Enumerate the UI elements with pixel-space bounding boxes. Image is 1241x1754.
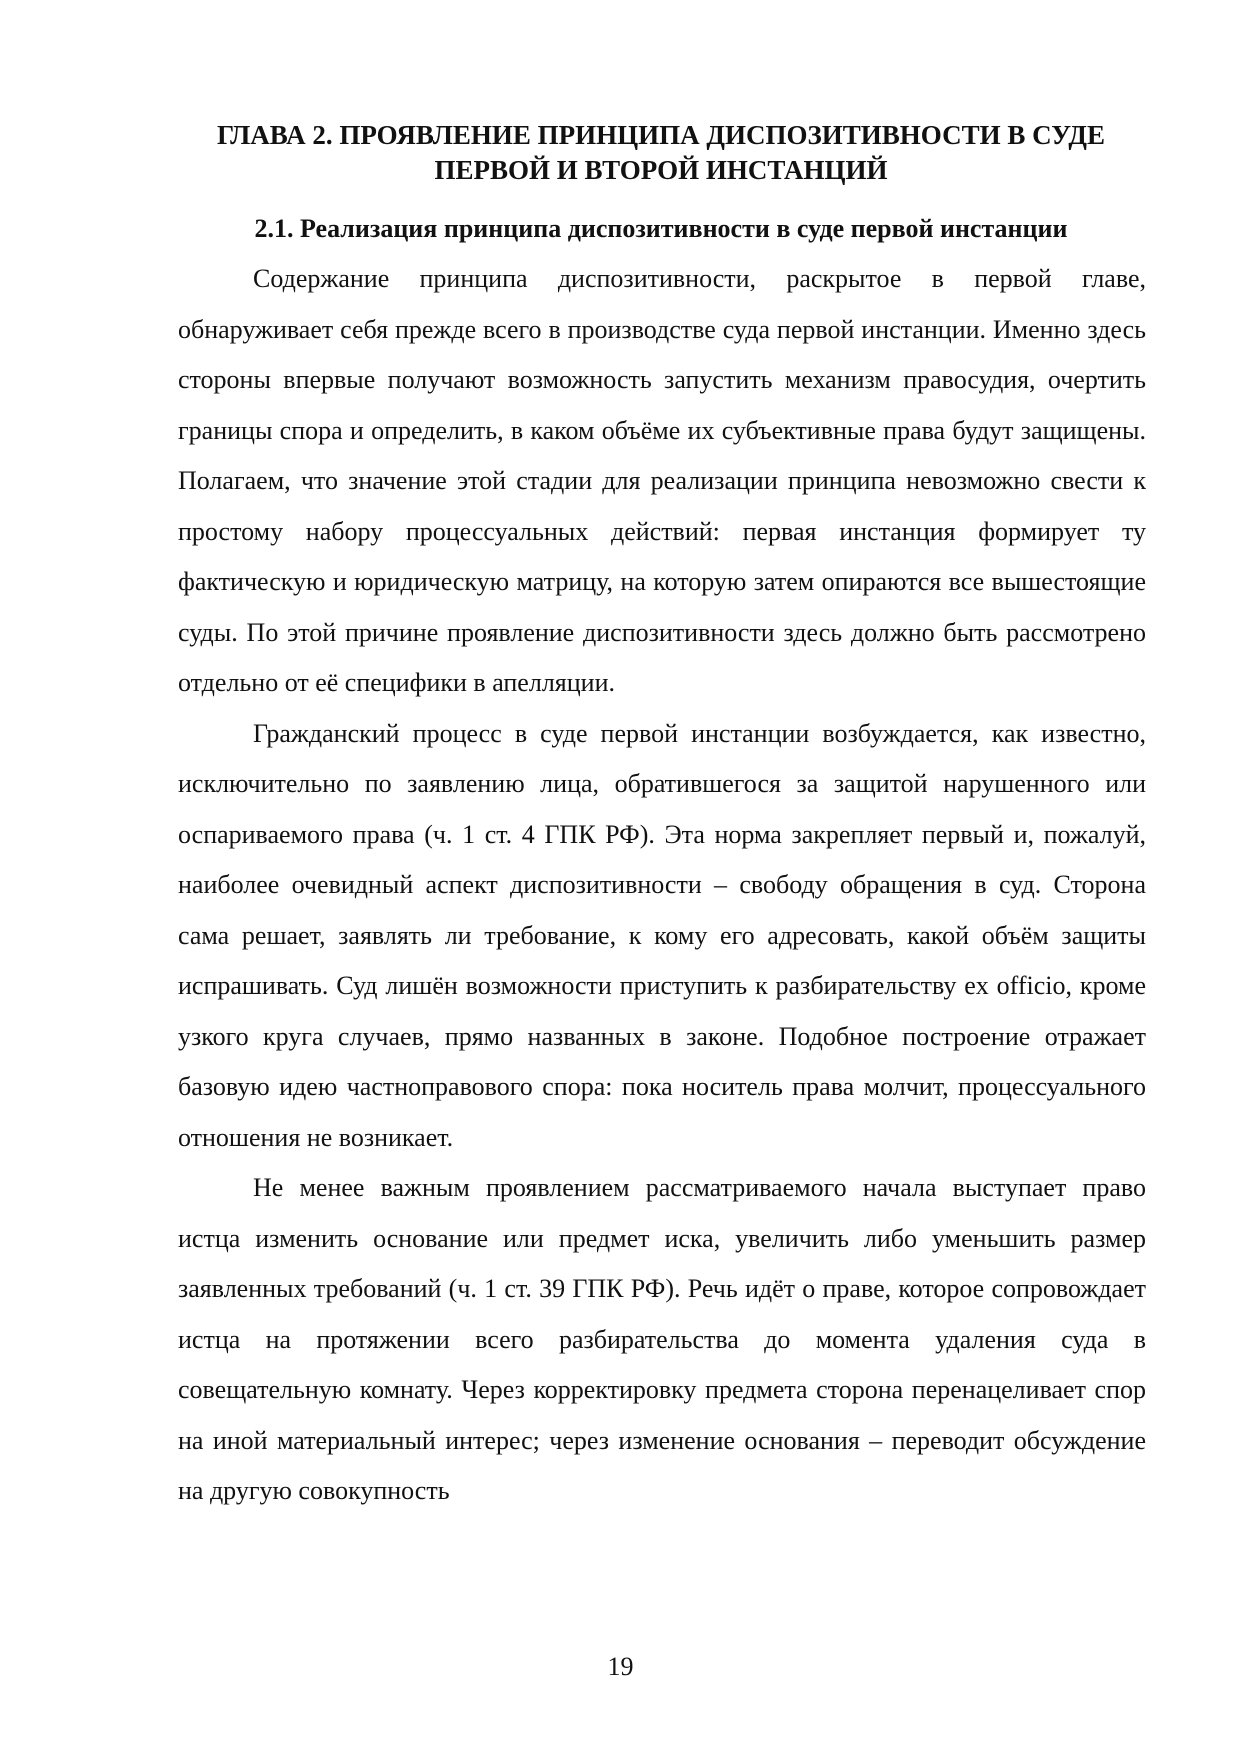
page-number: 19: [607, 1652, 634, 1681]
chapter-title: [176, 118, 1146, 188]
body-text: [178, 254, 1146, 1517]
paragraph-3: Не менее важным проявлением рассматриваемого начала выступает право истца изменить основание или предмет иска, увеличить либо уменьшить размер заявленных требований (ч. 1 ст. 39 ГПК РФ). Речь идёт о праве, которое сопровождает истца на протяжении всего разбирательства до момента удаления суда в совещательную комнату. Через корректировку предмета сторона перенацеливает спор на иной материальный интерес; через изменение основания – переводит обсуждение на другую совокупность: [178, 1173, 1146, 1505]
chapter-title-line-1: ГЛАВА 2. ПРОЯВЛЕНИЕ ПРИНЦИПА ДИСПОЗИТИВНОСТИ В СУДЕ: [217, 120, 1105, 150]
section-title: 2.1. Реализация принципа диспозитивности в суде первой инстанции: [254, 214, 1068, 243]
paragraph-2: Гражданский процесс в суде первой инстанции возбуждается, как известно, исключительно по заявлению лица, обратившегося за защитой нарушенного или оспариваемого права (ч. 1 ст. 4 ГПК РФ). Эта норма закрепляет первый и, пожалуй, наиболее очевидный аспект диспозитивности – свободу обращения в суд. Сторона сама решает, заявлять ли требование, к кому его адресовать, какой объём защиты испрашивать. Суд лишён возможности приступить к разбирательству ex officio, кроме узкого круга случаев, прямо названных в законе. Подобное построение отражает базовую идею частноправового спора: пока носитель права молчит, процессуального отношения не возникает.: [178, 718, 1146, 1152]
chapter-title-line-2: ПЕРВОЙ И ВТОРОЙ ИНСТАНЦИЙ: [434, 155, 888, 185]
paragraph-1: Содержание принципа диспозитивности, раскрытое в первой главе, обнаруживает себя прежде всего в производстве суда первой инстанции. Именно здесь стороны впервые получают возможность запустить механизм правосудия, очертить границы спора и определить, в каком объёме их субъективные права будут защищены. Полагаем, что значение этой стадии для реализации принципа невозможно свести к простому набору процессуальных действий: первая инстанция формирует ту фактическую и юридическую матрицу, на которую затем опираются все вышестоящие суды. По этой причине проявление диспозитивности здесь должно быть рассмотрено отдельно от её специфики в апелляции.: [178, 264, 1146, 697]
